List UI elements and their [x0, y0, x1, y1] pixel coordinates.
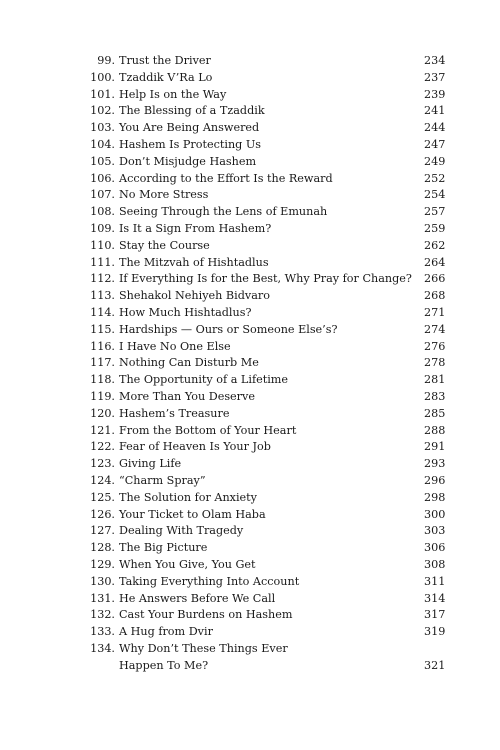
chapter-number: 118.: [90, 373, 115, 387]
chapter-title: Nothing Can Disturb Me: [119, 356, 259, 370]
toc-entry: [0, 238, 500, 255]
toc-entry: [0, 204, 500, 221]
chapter-number: 131.: [90, 591, 115, 605]
toc-entry: [0, 339, 500, 356]
toc-entry: [0, 439, 500, 456]
chapter-number: 101.: [90, 87, 115, 101]
page-number: 239: [424, 87, 446, 101]
page-number: 237: [424, 70, 446, 84]
chapter-number: 124.: [90, 473, 115, 487]
chapter-number: 117.: [90, 356, 115, 370]
chapter-title: Seeing Through the Lens of Emunah: [119, 205, 328, 219]
chapter-title: I Have No One Else: [119, 339, 231, 353]
page-number: 311: [424, 574, 446, 588]
toc-entry: [0, 120, 500, 137]
chapter-number: 132.: [90, 608, 115, 622]
page-number: 281: [424, 373, 446, 387]
page-number: 249: [424, 154, 446, 168]
chapter-title: Don’t Misjudge Hashem: [119, 154, 257, 168]
chapter-number: 111.: [90, 255, 115, 269]
toc-entry: [0, 540, 500, 557]
chapter-title: Fear of Heaven Is Your Job: [119, 440, 271, 454]
page-number: 252: [424, 171, 446, 185]
page-number: 314: [424, 591, 446, 605]
chapter-title: Cast Your Burdens on Hashem: [119, 608, 293, 622]
toc-entry: [0, 187, 500, 204]
page-number: 244: [424, 121, 446, 135]
toc-entry: [0, 221, 500, 238]
chapter-title: He Answers Before We Call: [119, 591, 276, 605]
chapter-title: Hardships — Ours or Someone Else’s?: [119, 322, 338, 336]
chapter-title: According to the Effort Is the Reward: [119, 171, 333, 185]
page-number: 317: [424, 608, 446, 622]
toc-entry: [0, 574, 500, 591]
chapter-number: 100.: [90, 70, 115, 84]
chapter-number: 110.: [90, 238, 115, 252]
chapter-title: Stay the Course: [119, 238, 210, 252]
chapter-title: Tzaddik V’Ra Lo: [119, 70, 213, 84]
toc-entry: [0, 490, 500, 507]
chapter-title: Giving Life: [119, 457, 182, 471]
chapter-title: The Solution for Anxiety: [119, 490, 257, 504]
chapter-number: 99.: [97, 54, 115, 67]
chapter-title: Shehakol Nehiyeh Bidvaro: [119, 289, 270, 303]
toc-entry: [0, 406, 500, 423]
toc-entry: [0, 372, 500, 389]
chapter-number: 122.: [90, 440, 115, 454]
page-number: 291: [424, 440, 446, 454]
chapter-title: The Blessing of a Tzaddik: [119, 104, 265, 118]
chapter-title: Dealing With Tragedy: [119, 524, 244, 538]
page-number: 303: [424, 524, 446, 538]
chapter-number: 102.: [90, 104, 115, 118]
chapter-title: The Mitzvah of Hishtadlus: [119, 255, 269, 269]
chapter-number: 125.: [90, 490, 115, 504]
chapter-number: 123.: [90, 457, 115, 471]
chapter-title: Hashem’s Treasure: [119, 406, 230, 420]
toc-entry: [0, 389, 500, 406]
page-number: 308: [424, 557, 446, 571]
chapter-title: If Everything Is for the Best, Why Pray for Change?: [119, 272, 412, 286]
chapter-number: 134.: [90, 641, 115, 655]
page-number: 321: [424, 658, 446, 672]
page-number: 319: [424, 625, 446, 639]
page-number: 264: [424, 255, 446, 269]
chapter-title: More Than You Deserve: [119, 389, 255, 403]
chapter-title: The Big Picture: [119, 541, 208, 555]
chapter-title-line-2: Happen To Me?: [119, 658, 209, 672]
toc-entry: [0, 557, 500, 574]
chapter-title: “Charm Spray”: [119, 473, 206, 487]
page-number: 247: [424, 137, 446, 151]
toc-entry: [0, 322, 500, 339]
chapter-title: Your Ticket to Olam Haba: [119, 507, 266, 521]
page-number: 278: [424, 356, 446, 370]
chapter-number: 114.: [90, 305, 115, 319]
page-number: 306: [424, 541, 446, 555]
toc-entry: [0, 70, 500, 87]
chapter-number: 105.: [90, 154, 115, 168]
page-number: 254: [424, 188, 446, 202]
chapter-number: 103.: [90, 121, 115, 135]
page-number: 300: [424, 507, 446, 521]
chapter-number: 119.: [90, 389, 115, 403]
toc-entry: [0, 87, 500, 104]
page-number: 296: [424, 473, 446, 487]
chapter-title: Help Is on the Way: [119, 87, 227, 101]
toc-entry: [0, 288, 500, 305]
toc-entry: [0, 591, 500, 608]
toc-entry: [0, 53, 500, 70]
toc-entry: [0, 456, 500, 473]
toc-entry: [0, 624, 500, 641]
chapter-number: 115.: [90, 322, 115, 336]
toc-entry: [0, 607, 500, 624]
chapter-title: You Are Being Answered: [119, 121, 260, 135]
chapter-title: When You Give, You Get: [119, 557, 256, 571]
toc-entry: [0, 154, 500, 171]
toc-entry: [0, 423, 500, 440]
chapter-title: No More Stress: [119, 188, 209, 202]
page-number: 276: [424, 339, 446, 353]
chapter-title: Hashem Is Protecting Us: [119, 137, 262, 151]
toc-entry: [0, 271, 500, 288]
page-number: 268: [424, 289, 446, 303]
chapter-number: 104.: [90, 137, 115, 151]
page-number: 293: [424, 457, 446, 471]
chapter-title: How Much Hishtadlus?: [119, 305, 252, 319]
page-number: 234: [424, 54, 446, 67]
toc-entry: [0, 305, 500, 322]
chapter-number: 129.: [90, 557, 115, 571]
toc-entry: [0, 473, 500, 490]
page-number: 298: [424, 490, 446, 504]
chapter-number: 126.: [90, 507, 115, 521]
chapter-title: From the Bottom of Your Heart: [119, 423, 297, 437]
chapter-number: 121.: [90, 423, 115, 437]
chapter-number: 107.: [90, 188, 115, 202]
chapter-title: [119, 641, 288, 675]
chapter-title: Taking Everything Into Account: [119, 574, 300, 588]
page-number: 271: [424, 305, 446, 319]
page-number: 259: [424, 221, 446, 235]
chapter-number: 130.: [90, 574, 115, 588]
chapter-number: 120.: [90, 406, 115, 420]
page-number: 257: [424, 205, 446, 219]
chapter-number: 108.: [90, 205, 115, 219]
chapter-number: 116.: [90, 339, 115, 353]
chapter-number: 112.: [90, 272, 115, 286]
toc-entry: [0, 641, 500, 675]
page-number: 283: [424, 389, 446, 403]
chapter-number: 127.: [90, 524, 115, 538]
page-number: 285: [424, 406, 446, 420]
toc-entry: [0, 137, 500, 154]
toc-entry: [0, 507, 500, 524]
page-number: 241: [424, 104, 446, 118]
chapter-number: 133.: [90, 625, 115, 639]
page-number: 288: [424, 423, 446, 437]
page-number: 266: [424, 272, 446, 286]
chapter-number: 128.: [90, 541, 115, 555]
chapter-number: 109.: [90, 221, 115, 235]
table-of-contents: [0, 53, 500, 674]
chapter-title: Trust the Driver: [119, 54, 211, 67]
chapter-title-line-1: Why Don’t These Things Ever: [119, 641, 288, 655]
chapter-title: Is It a Sign From Hashem?: [119, 221, 272, 235]
chapter-title: The Opportunity of a Lifetime: [119, 373, 289, 387]
chapter-number: 106.: [90, 171, 115, 185]
toc-entry: [0, 255, 500, 272]
toc-entry: [0, 103, 500, 120]
toc-entry: [0, 171, 500, 188]
chapter-number: 113.: [90, 289, 115, 303]
toc-entry: [0, 355, 500, 372]
chapter-title: A Hug from Dvir: [119, 625, 213, 639]
toc-entry: [0, 523, 500, 540]
page-number: 274: [424, 322, 446, 336]
page-number: 262: [424, 238, 446, 252]
